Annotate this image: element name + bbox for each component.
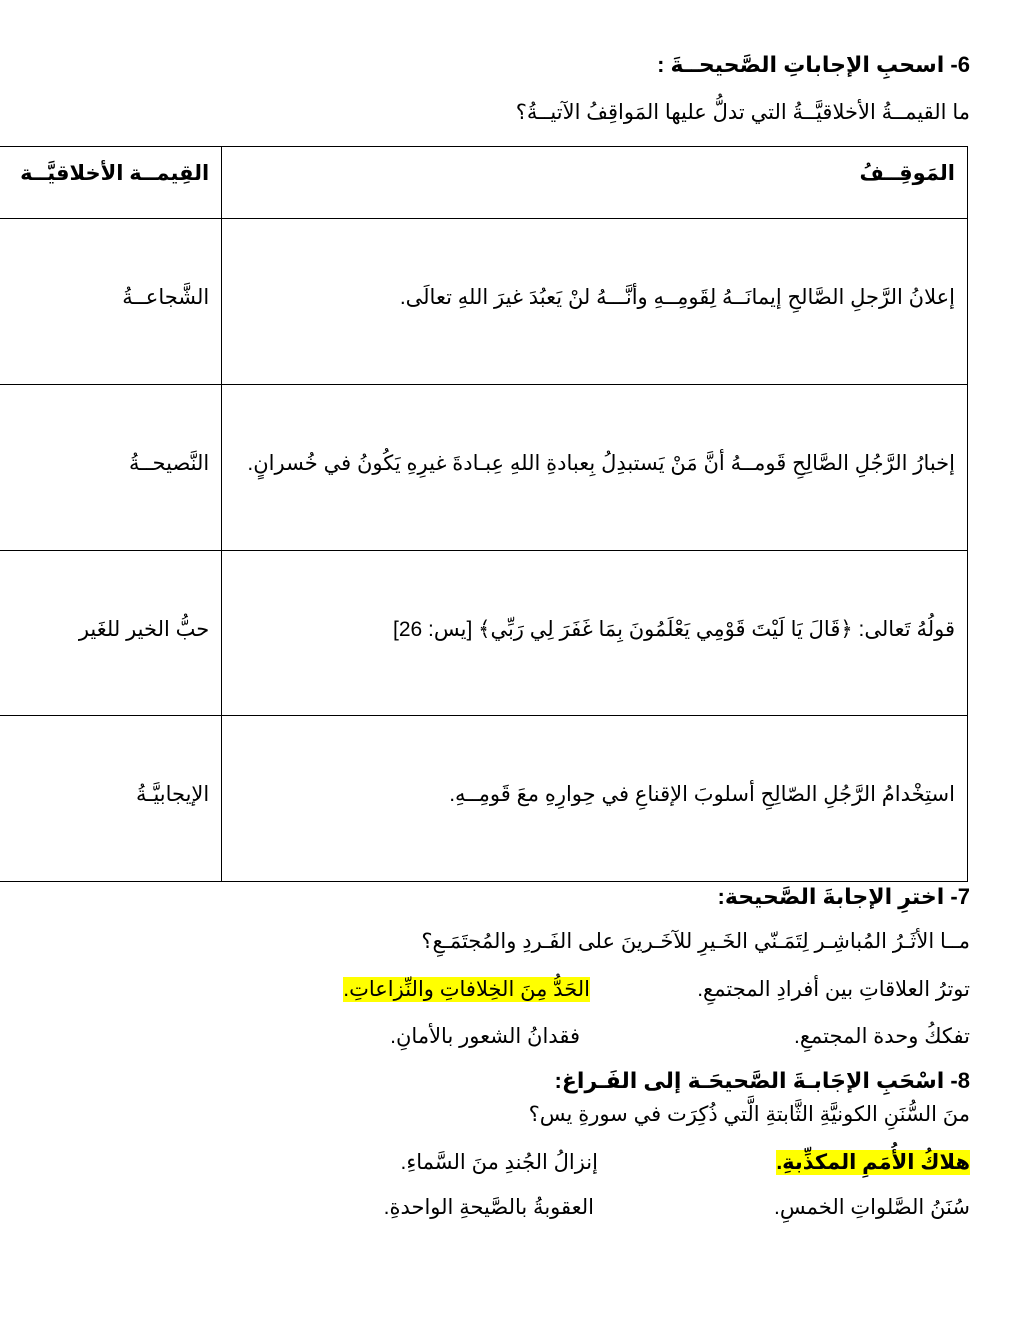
value-drop-cell[interactable]: الإيجابيَّـةُ: [0, 716, 222, 882]
section6-title: 6- اسحبِ الإجاباتِ الصَّحيحــةَ :: [657, 52, 970, 77]
header-situation: المَوقِــفُ: [222, 147, 968, 219]
section8-option-4[interactable]: العقوبةُ بالصَّيحةِ الواحدةِ.: [383, 1196, 594, 1219]
value-drop-cell[interactable]: النَّصيحــةُ: [0, 384, 222, 550]
section7-question: مــا الأثَـرُ المُباشِـر لِتَمَـنّي الخَـيرِ للآخَـرينَ على الفَـردِ والمُجتَمَـعِ؟: [421, 930, 970, 953]
header-value: القِيمــة الأخلاقيَّــة: [0, 147, 222, 219]
value-drop-cell[interactable]: حبُّ الخير للغَير: [0, 550, 222, 716]
section7-option-3[interactable]: تفككُ وحدة المجتمعِ.: [794, 1025, 970, 1048]
table-row: [0, 384, 968, 550]
section8-option-1-selected[interactable]: هلاكُ الأُمَمِ المكذِّبةِ.: [776, 1151, 970, 1174]
section8-question: منَ السُّنَنِ الكونيَّةِ الثَّابتةِ الَّتي ذُكِرَت في سورةِ يس؟: [528, 1103, 970, 1126]
table-row: [0, 219, 968, 385]
table-row: [0, 716, 968, 882]
table-header-row: [0, 147, 968, 219]
section6-prompt: ما القيمــةُ الأخلاقيَّــةُ التي تدلُّ عليها المَواقِفُ الآتيــةُ؟: [515, 101, 970, 124]
situation-cell: استِخْدامُ الرَّجُلِ الصّالِحِ أسلوبَ الإقناعِ في حِوارِهِ معَ قَومِــهِ.: [222, 716, 968, 882]
section7-option-1[interactable]: توترُ العلاقاتِ بين أفرادِ المجتمعِ.: [697, 978, 970, 1001]
section7-option-4[interactable]: فقدانُ الشعور بالأمانِ.: [390, 1025, 580, 1048]
section7-option-2-selected[interactable]: الحَدُّ مِنَ الخِلافاتِ والنِّزاعاتِ.: [343, 978, 590, 1001]
values-table: [0, 146, 968, 882]
section8-option-3[interactable]: سُنَنُ الصَّلواتِ الخمسِ.: [774, 1196, 970, 1219]
table-row: [0, 550, 968, 716]
section7-title: 7- اخترِ الإجابةَ الصَّحيحة:: [717, 884, 970, 909]
section8-title: 8- اسْحَبِ الإجَابـةَ الصَّحيحَـة إلى الفَـراغ:: [554, 1068, 970, 1093]
situation-cell: إعلانُ الرَّجلِ الصَّالحِ إيمانَــهُ لِقَومِــهِ وأنَّـــهُ لنْ يَعبُدَ غيرَ اللهِ تعالَى.: [222, 219, 968, 385]
section8-option-2[interactable]: إنزالُ الجُندِ منَ السَّماءِ.: [400, 1151, 598, 1174]
value-drop-cell[interactable]: الشَّجاعــةُ: [0, 219, 222, 385]
situation-cell: قولُهُ تَعالى: ﴿قَالَ يَا لَيْتَ قَوْمِي يَعْلَمُونَ بِمَا غَفَرَ لِي رَبِّي﴾ [يس: 26]: [222, 550, 968, 716]
situation-cell: إخبارُ الرَّجُلِ الصَّالِحِ قَومــهُ أنَّ مَنْ يَستبدِلُ بِعبادةِ اللهِ عِبـادةَ غيرِهِ يَكُونُ في خُسرانٍ.: [222, 384, 968, 550]
